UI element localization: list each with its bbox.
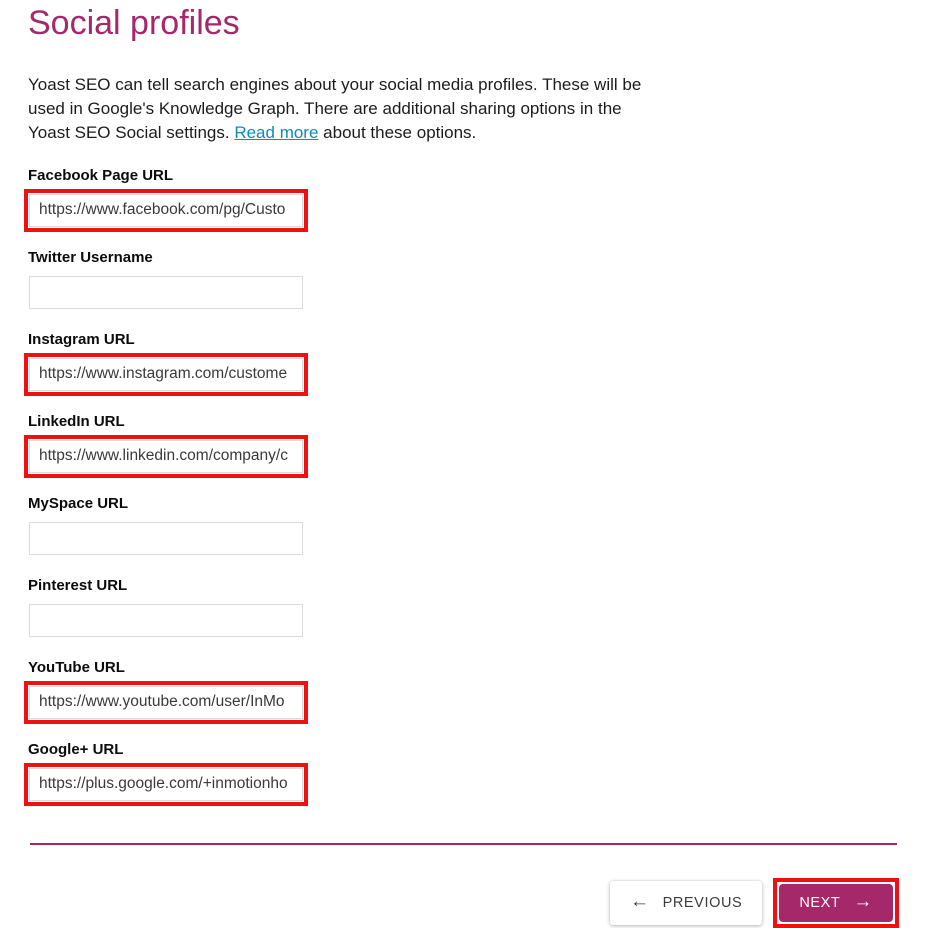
field-input-twitter[interactable] bbox=[29, 276, 303, 309]
arrow-left-icon: ← bbox=[629, 891, 650, 912]
field-input-myspace[interactable] bbox=[29, 522, 303, 555]
input-annotation-box-instagram bbox=[24, 353, 308, 396]
form-field bbox=[28, 741, 899, 802]
fields bbox=[28, 167, 899, 802]
arrow-right-icon: → bbox=[853, 891, 873, 912]
previous-button-label: PREVIOUS bbox=[662, 894, 743, 911]
field-label-linkedin: LinkedIn URL bbox=[28, 412, 125, 430]
input-annotation-box-facebook bbox=[24, 189, 308, 232]
next-button-annotation-box bbox=[773, 878, 899, 928]
form-field bbox=[28, 167, 899, 228]
form-field bbox=[28, 577, 899, 638]
field-label-pinterest: Pinterest URL bbox=[28, 576, 128, 594]
field-input-pinterest[interactable] bbox=[29, 604, 303, 637]
intro-text-after-link: about these options. bbox=[318, 122, 477, 142]
field-label-googleplus: Google+ URL bbox=[28, 740, 124, 758]
intro-text-before-link: Yoast SEO can tell search engines about your social media profiles. These will be used in Google's Knowledge Graph. There are additional sharing options in the Yoast SEO Social settings. bbox=[28, 74, 642, 142]
field-input-linkedin[interactable] bbox=[29, 440, 303, 473]
field-label-instagram: Instagram URL bbox=[28, 330, 135, 348]
form-field bbox=[28, 331, 899, 392]
previous-button[interactable] bbox=[610, 881, 762, 925]
input-annotation-box-myspace bbox=[24, 517, 308, 560]
field-input-youtube[interactable] bbox=[29, 686, 303, 719]
input-annotation-box-twitter bbox=[24, 271, 308, 314]
form-field bbox=[28, 495, 899, 556]
intro-paragraph bbox=[28, 73, 642, 145]
input-annotation-box-youtube bbox=[24, 681, 308, 724]
input-annotation-box-pinterest bbox=[24, 599, 308, 642]
field-input-facebook[interactable] bbox=[29, 194, 303, 227]
wizard-button-row bbox=[28, 878, 899, 928]
field-label-facebook: Facebook Page URL bbox=[28, 166, 174, 184]
form-field bbox=[28, 249, 899, 310]
read-more-link[interactable]: Read more bbox=[234, 122, 319, 142]
section-divider bbox=[30, 843, 897, 845]
next-button[interactable] bbox=[779, 884, 893, 922]
form-field bbox=[28, 413, 899, 474]
field-label-myspace: MySpace URL bbox=[28, 494, 129, 512]
field-label-youtube: YouTube URL bbox=[28, 658, 125, 676]
page-title: Social profiles bbox=[28, 4, 240, 42]
input-annotation-box-linkedin bbox=[24, 435, 308, 478]
field-input-instagram[interactable] bbox=[29, 358, 303, 391]
form-field bbox=[28, 659, 899, 720]
field-label-twitter: Twitter Username bbox=[28, 248, 153, 266]
next-button-label: NEXT bbox=[799, 894, 841, 911]
field-input-googleplus[interactable] bbox=[29, 768, 303, 801]
input-annotation-box-googleplus bbox=[24, 763, 308, 806]
